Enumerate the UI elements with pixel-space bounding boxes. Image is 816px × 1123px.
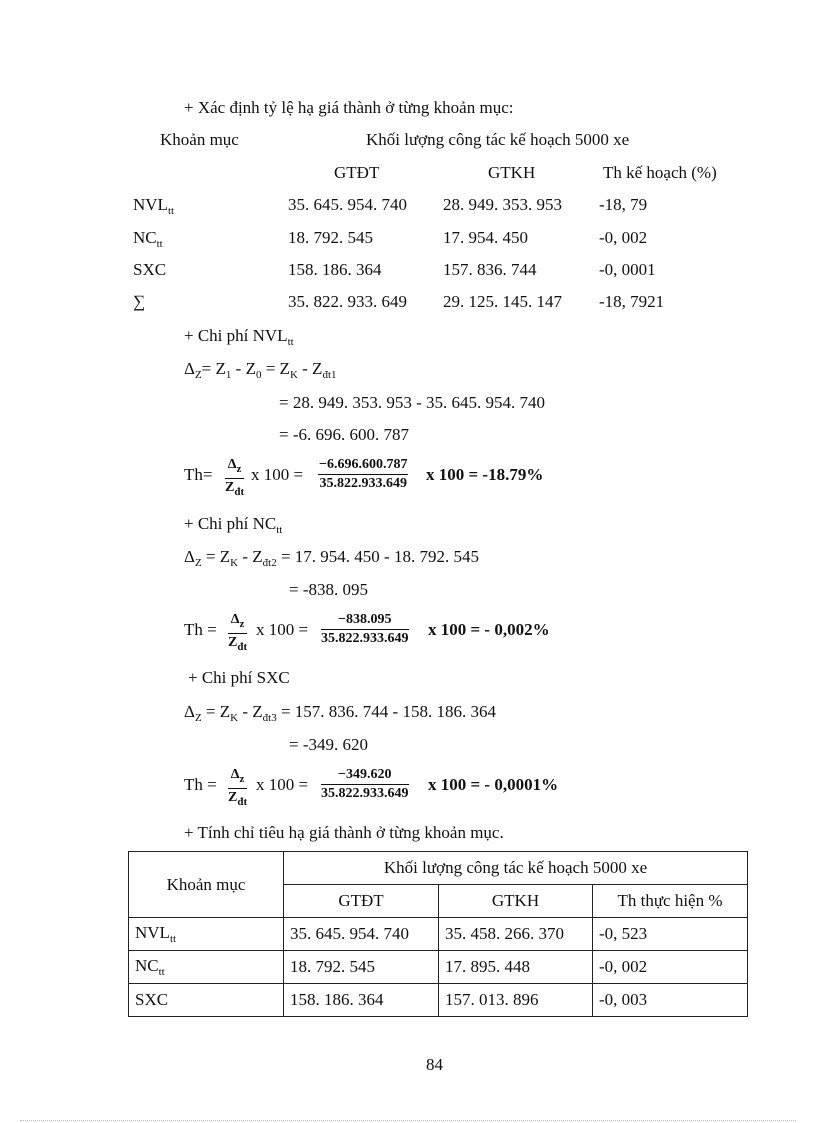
cell-b: 157. 836. 744 — [443, 260, 537, 279]
sxc-eq2: = -349. 620 — [289, 735, 368, 754]
table2-item-header: Khoản mục — [129, 852, 284, 918]
cell-b: 28. 949. 353. 953 — [443, 195, 562, 214]
cell-c: -18, 7921 — [599, 292, 665, 311]
cell-a: 35. 822. 933. 649 — [288, 292, 407, 311]
sxc-times: x 100 = — [256, 775, 309, 794]
table1-group-header: Khối lượng công tác kế hoạch 5000 xe — [366, 130, 630, 149]
cell-a: 35. 645. 954. 740 — [284, 918, 439, 951]
table2-col-b: GTKH — [439, 885, 593, 918]
nvl-eq1: = 28. 949. 353. 953 - 35. 645. 954. 740 — [279, 393, 545, 412]
cell-c: -0, 002 — [599, 228, 648, 247]
table2-group-header: Khối lượng công tác kế hoạch 5000 xe — [284, 852, 748, 885]
nc-dz-fraction: $\Delta_z$ $Z_{đt}$ — [228, 612, 248, 653]
cell-a: 35. 645. 954. 740 — [288, 195, 407, 214]
sxc-th-label: Th = — [184, 775, 217, 794]
cell-c: -0, 003 — [593, 984, 748, 1017]
row-label: $NVL_{tt}$ — [133, 195, 175, 217]
cell-b: 29. 125. 145. 147 — [443, 292, 562, 311]
section2-heading: + Tính chỉ tiêu hạ giá thành ở từng khoản mục. — [184, 823, 504, 842]
sxc-value-fraction: $\frac{-349.620}{35.822.933.649}$ — [321, 767, 409, 801]
nc-result: x 100 = - 0,002% — [428, 620, 550, 639]
page-number: 84 — [426, 1055, 443, 1074]
nc-value-fraction: $\frac{-838.095}{35.822.933.649}$ — [321, 612, 409, 646]
row-label: $NVL_{tt}$ — [129, 918, 284, 951]
cell-c: -0, 523 — [593, 918, 748, 951]
cell-b: 157. 013. 896 — [439, 984, 593, 1017]
nvl-result: x 100 = -18.79% — [426, 465, 544, 484]
sxc-heading: + Chi phí SXC — [188, 668, 290, 687]
table2 — [128, 851, 748, 1017]
nvl-value-fraction: $\frac{-6.696.600.787}{35.822.933.649}$ — [319, 457, 408, 491]
table2-row — [129, 951, 748, 984]
cell-c: -0, 002 — [593, 951, 748, 984]
cell-c: -0, 0001 — [599, 260, 656, 279]
table2-row — [129, 984, 748, 1017]
nvl-delta-formula: $\Delta_Z= Z_1 - Z_0 = Z_K - Z_{đt1}$ — [184, 359, 337, 381]
table1-col-a: GTĐT — [334, 163, 380, 182]
sum-symbol: ∑ — [133, 292, 146, 311]
sxc-result: x 100 = - 0,0001% — [428, 775, 559, 794]
row-label: SXC — [129, 984, 284, 1017]
cell-a: 18. 792. 545 — [288, 228, 373, 247]
nc-delta-formula: $\Delta_Z = Z_K - Z_{đt2} = 17$. 954. 450 - 18. 792. 545 — [184, 547, 479, 569]
table2-col-c: Th thực hiện % — [593, 885, 748, 918]
cell-a: 158. 186. 364 — [284, 984, 439, 1017]
nvl-th-label: Th= — [184, 465, 213, 484]
table2-col-a: GTĐT — [284, 885, 439, 918]
table2-row — [129, 918, 748, 951]
cell-a: 18. 792. 545 — [284, 951, 439, 984]
cell-c: -18, 79 — [599, 195, 648, 214]
sxc-dz-fraction: $\Delta_z$ $Z_{đt}$ — [228, 767, 248, 808]
nvl-heading: + Chi phí $NVL_{tt}$ — [184, 326, 294, 348]
table1-col-b: GTKH — [488, 163, 536, 182]
cell-b: 35. 458. 266. 370 — [439, 918, 593, 951]
row-label: $NC_{tt}$ — [129, 951, 284, 984]
nc-heading: + Chi phí $NC_{tt}$ — [184, 514, 283, 536]
cell-b: 17. 954. 450 — [443, 228, 528, 247]
nc-times: x 100 = — [256, 620, 309, 639]
row-label: SXC — [133, 260, 167, 279]
sxc-delta-formula: $\Delta_Z = Z_K - Z_{đt3} = 157$. 836. 744 - 158. 186. 364 — [184, 702, 496, 724]
table1-item-header: Khoản mục — [160, 130, 239, 149]
cell-a: 158. 186. 364 — [288, 260, 382, 279]
nvl-dz-fraction: $\Delta_z$ $Z_{đt}$ — [225, 457, 245, 498]
cell-b: 17. 895. 448 — [439, 951, 593, 984]
nvl-times: x 100 = — [251, 465, 304, 484]
intro-text: + Xác định tỷ lệ hạ giá thành ở từng khoản mục: — [184, 98, 514, 117]
nc-th-label: Th = — [184, 620, 217, 639]
table1-col-c: Th kế hoạch (%) — [603, 163, 717, 182]
nc-eq2: = -838. 095 — [289, 580, 368, 599]
row-label: $NC_{tt}$ — [133, 228, 163, 250]
page-bottom-divider — [20, 1120, 796, 1121]
nvl-eq2: = -6. 696. 600. 787 — [279, 425, 409, 444]
